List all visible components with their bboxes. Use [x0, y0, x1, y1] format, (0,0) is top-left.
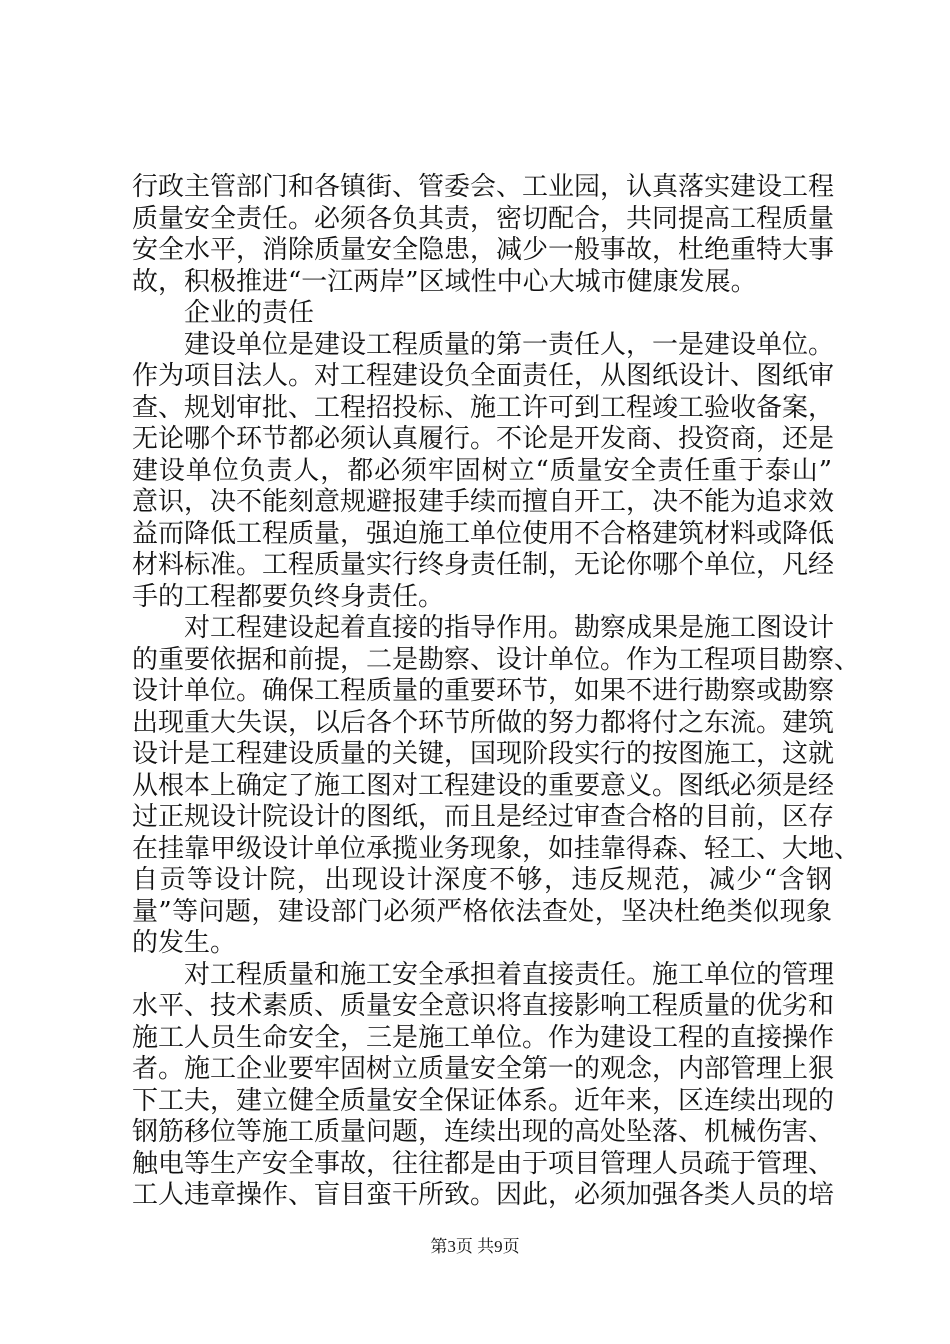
body-text-line: 在挂靠甲级设计单位承揽业务现象，如挂靠得森、轻工、大地、 [132, 833, 861, 864]
body-text-line: 安全水平，消除质量安全隐患，减少一般事故，杜绝重特大事 [132, 235, 835, 265]
body-text-line: 水平、技术素质、质量安全意识将直接影响工程质量的优劣和 [132, 991, 835, 1021]
body-text-line: 触电等生产安全事故，往往都是由于项目管理人员疏于管理、 [132, 1148, 835, 1179]
body-text-line: 质量安全责任。必须各负其责，密切配合，共同提高工程质量 [132, 203, 835, 234]
body-text-line: 对工程质量和施工安全承担着直接责任。施工单位的管理 [132, 959, 835, 990]
body-text-line: 意识，决不能刻意规避报建手续而擅自开工，决不能为追求效 [132, 487, 835, 517]
body-text-line: 建设单位负责人，都必须牢固树立“质量安全责任重于泰山” [132, 455, 832, 486]
body-text-line: 设计单位。确保工程质量的重要环节，如果不进行勘察或勘察 [132, 676, 835, 706]
body-text-line: 无论哪个环节都必须认真履行。不论是开发商、投资商，还是 [132, 424, 835, 454]
body-text-line: 工人违章操作、盲目蛮干所致。因此，必须加强各类人员的培 [132, 1180, 835, 1210]
body-text-line: 行政主管部门和各镇街、管委会、工业园，认真落实建设工程 [132, 172, 835, 202]
body-text-line: 出现重大失误，以后各个环节所做的努力都将付之东流。建筑 [132, 707, 835, 738]
body-text-line: 益而降低工程质量，强迫施工单位使用不合格建筑材料或降低 [132, 518, 835, 549]
body-text-line: 作为项目法人。对工程建设负全面责任，从图纸设计、图纸审 [132, 361, 835, 391]
body-text-line: 建设单位是建设工程质量的第一责任人，一是建设单位。 [132, 329, 835, 360]
page-number-footer: 第3页 共9页 [430, 1237, 520, 1256]
body-text-line: 钢筋移位等施工质量问题，连续出现的高处坠落、机械伤害、 [132, 1117, 835, 1147]
body-text-line: 从根本上确定了施工图对工程建设的重要意义。图纸必须是经 [132, 770, 835, 801]
section-heading: 企业的责任 [132, 298, 315, 328]
body-text-line: 设计是工程建设质量的关键，国现阶段实行的按图施工，这就 [132, 739, 835, 769]
body-text-line: 过正规设计院设计的图纸，而且是经过审查合格的目前，区存 [132, 802, 835, 832]
body-text-line: 者。施工企业要牢固树立质量安全第一的观念，内部管理上狠 [132, 1054, 835, 1084]
body-text-line: 量”等问题，建设部门必须严格依法查处，坚决杜绝类似现象 [132, 896, 832, 927]
body-text-line: 的发生。 [132, 928, 237, 958]
body-text-line: 对工程建设起着直接的指导作用。勘察成果是施工图设计 [132, 613, 835, 643]
body-text-line: 的重要依据和前提，二是勘察、设计单位。作为工程项目勘察、 [132, 644, 861, 675]
body-text-line: 施工人员生命安全，三是施工单位。作为建设工程的直接操作 [132, 1022, 835, 1053]
body-text-line: 自贡等设计院，出现设计深度不够，违反规范，减少“含钢 [132, 865, 832, 895]
body-text-line: 下工夫，建立健全质量安全保证体系。近年来，区连续出现的 [132, 1085, 835, 1116]
body-text-line: 手的工程都要负终身责任。 [132, 581, 445, 612]
body-text-line: 材料标准。工程质量实行终身责任制，无论你哪个单位，凡经 [132, 550, 835, 580]
body-text-line: 故，积极推进“一江两岸”区域性中心大城市健康发展。 [132, 266, 757, 297]
body-text-line: 查、规划审批、工程招投标、施工许可到工程竣工验收备案， [132, 392, 835, 423]
